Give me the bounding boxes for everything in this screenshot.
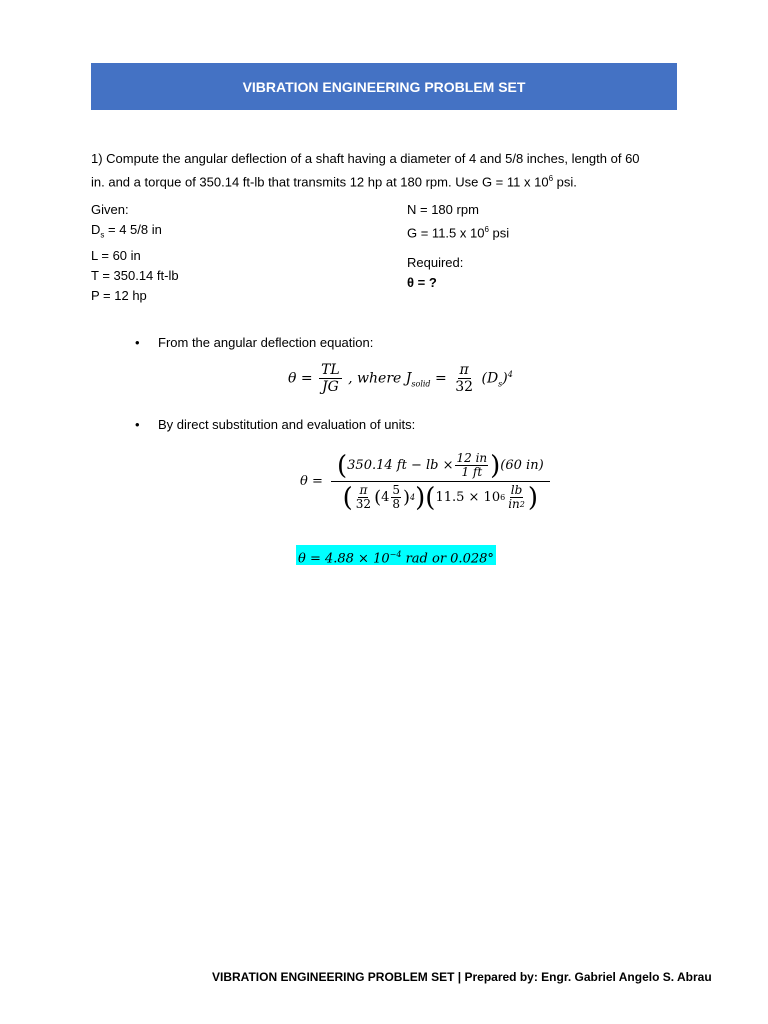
header-banner — [91, 63, 677, 110]
result-highlight: $\theta = 4.88 \times 10^{-4}$ rad or 0.028° — [296, 545, 496, 565]
problem-line-2: in. and a torque of 350.14 ft-lb that transmits 12 hp at 180 rpm. Use G = 11 x $10^6$ psi. — [91, 174, 577, 190]
page-footer: VIBRATION ENGINEERING PROBLEM SET | Prepared by: Engr. Gabriel Angelo S. Abrau — [212, 970, 712, 984]
bullet-icon: • — [135, 417, 140, 432]
given-power: P = 12 hp — [91, 287, 147, 303]
bullet-text: By direct substitution and evaluation of units: — [158, 417, 416, 432]
bullet-icon: • — [135, 335, 140, 350]
required-label: Required: — [407, 255, 464, 271]
given-speed: N = 180 rpm — [407, 202, 479, 217]
given-torque: T = 350.14 ft-lb — [91, 267, 179, 283]
given-right-list — [407, 200, 509, 293]
given-modulus: G = 11.5 x $10^6$ psi — [407, 225, 510, 241]
required-theta: θ = ? — [407, 275, 437, 291]
given-list — [91, 200, 179, 306]
header-title: VIBRATION ENGINEERING PROBLEM SET — [242, 78, 526, 95]
problem-line-1: 1) Compute the angular deflection of a shaft having a diameter of 4 and 5/8 inches, length of 60 — [91, 151, 640, 166]
bullet-text: From the angular deflection equation: — [158, 335, 374, 350]
equation-substitution: θ = ( 350.14 ft − lb × $\frac{12 in}{1 ft}$ ) (60 in) ( $\frac{\pi}{32}$ ( 4 $\frac{5}{8}$ ) 4 ) ( 11.5 × 10 6 lb in 2 ) — [300, 450, 550, 513]
given-label: Given: — [91, 202, 129, 217]
problem-statement — [91, 149, 691, 192]
bullet-item — [135, 417, 415, 432]
given-length: L = 60 in — [91, 247, 141, 263]
given-diameter: $D_s = 4$ 5/8 in — [91, 222, 162, 240]
bullet-item — [135, 335, 373, 350]
equation-angular-deflection: θ = $\frac{TL}{JG}$ , where $J_{solid}$ = $\frac{\pi}{32}$ $(D_s)^4$ — [288, 362, 513, 395]
